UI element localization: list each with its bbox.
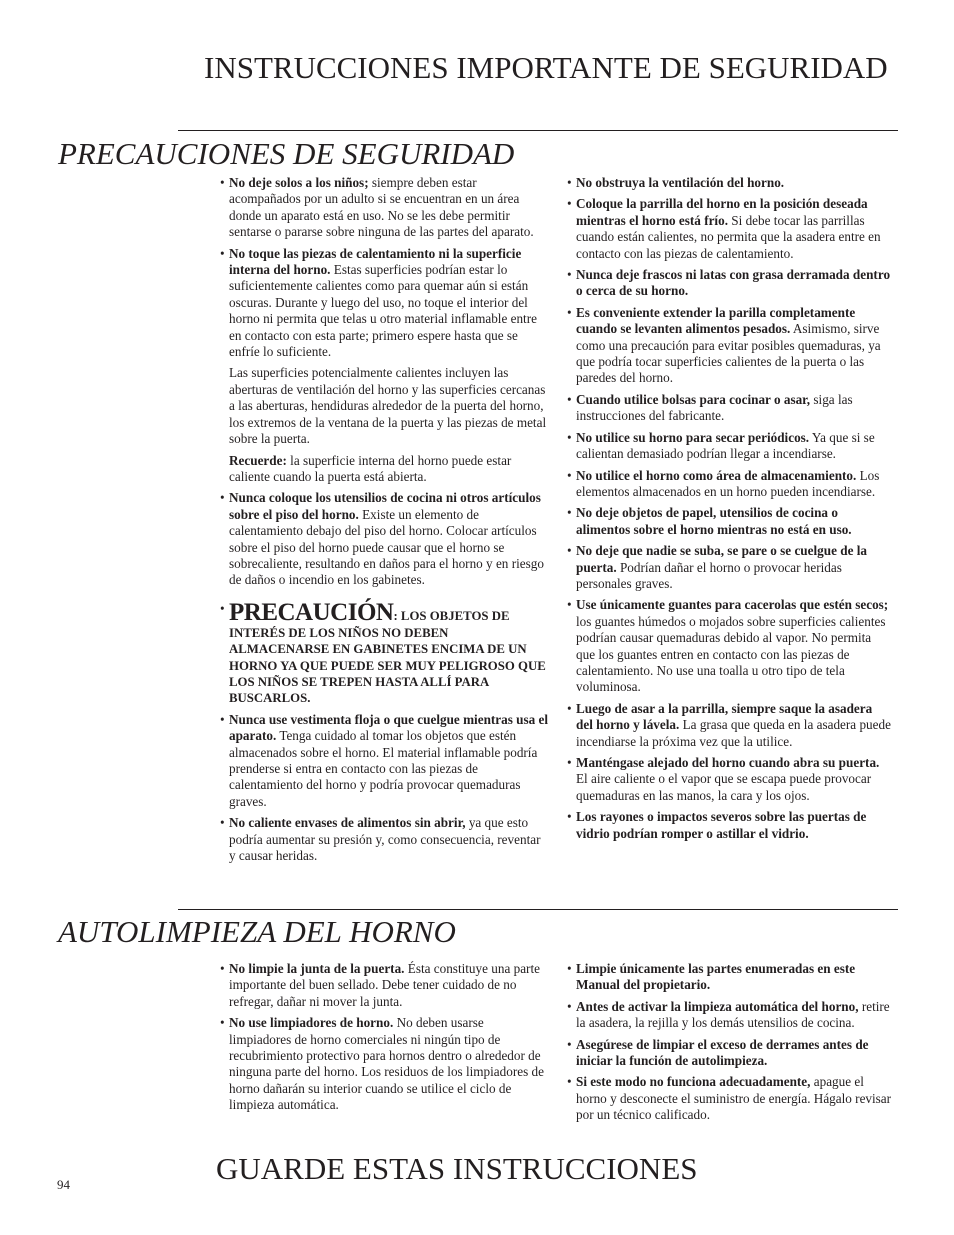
list-item: • Antes de activar la limpieza automática del horno, retire la asadera, la rejilla y los demás utensilios de cocina. [567,999,892,1032]
list-item: • No utilice el horno como área de almacenamiento. Los elementos almacenados en un horno pueden incendiarse. [567,468,892,501]
precautions-left-column [220,175,550,869]
list-item: • Coloque la parrilla del horno en la posición deseada mientras el horno está frío. Si debe tocar las parrillas cuando están calientes, no permita que la asadera entre en contacto con las piezas de calentamiento. [567,196,892,262]
selfclean-right-column [567,961,892,1129]
list-item: • No utilice su horno para secar periódicos. Ya que si se calientan demasiado podrían llegar a incendiarse. [567,430,892,463]
list-item: • Es conveniente extender la parilla completamente cuando se levanten alimentos pesados. Asimismo, sirve como una precaución para evitar posibles quemaduras, ya que podría tocar superficies calientes de la puerta o las paredes del horno. [567,305,892,387]
list-item: • No use limpiadores de horno. No deben usarse limpiadores de horno comerciales ni ningún tipo de recubrimiento protectivo para hornos dentro o alrededor de ninguna parte del horno. Los residuos de los limpiadores de horno dañarán su interior cuando se utilice el ciclo de limpieza automática. [220,1015,545,1113]
selfclean-left-column [220,961,545,1119]
list-item: • No toque las piezas de calentamiento ni la superficie interna del horno. Estas superficies podrían estar lo suficientemente calientes como para quemar aún si están oscuras. Durante y luego del uso, no toque el interior del horno ni permita que telas u otro material inflamable entre en contacto con esta parte; primero espere hasta que se enfríe lo suficiente. [220,246,550,361]
list-item: Las superficies potencialmente calientes incluyen las aberturas de ventilación del horno y las superficies cercanas a las aberturas, hendiduras alrededor de la puerta del horno, los extremos de la ventana de la puerta y las piezas de metal sobre la puerta. [229,365,547,447]
page-number: 94 [57,1177,70,1192]
section-title-selfclean: AUTOLIMPIEZA DEL HORNO [58,914,456,949]
list-item: • No deje objetos de papel, utensilios de cocina o alimentos sobre el horno mientras no está en uso. [567,505,892,538]
list-item: • Luego de asar a la parrilla, siempre saque la asadera del horno y lávela. La grasa que queda en la asadera puede incendiarse la próxima vez que la utilice. [567,701,892,750]
list-item: • Si este modo no funciona adecuadamente, apague el horno y desconecte el suministro de energía. Hágalo revisar por un técnico calificado. [567,1074,892,1123]
precautions-right-column [567,175,892,847]
list-item: • Cuando utilice bolsas para cocinar o asar, siga las instrucciones del fabricante. [567,392,892,425]
list-item: • Use únicamente guantes para cacerolas que estén secos; los guantes húmedos o mojados sobre superficies calientes podrían causar quemaduras debido al vapor. No permita que los guantes entren en contacto con las piezas de calentamiento. No use una toalla u otro tipo de tela voluminosa. [567,597,892,695]
list-item: • Limpie únicamente las partes enumeradas en este Manual del propietario. [567,961,892,994]
caution-block: • PRECAUCIÓN: LOS OBJETOS DE INTERÉS DE LOS NIÑOS NO DEBEN ALMACENARSE EN GABINETES ENCIMA DE UN HORNO YA QUE PUEDE SER MUY PELIGROSO QUE LOS NIÑOS SE TREPEN HASTA ALLÍ PARA BUSCARLOS. [220,601,550,707]
list-item: Recuerde: la superficie interna del horno puede estar caliente cuando la puerta está abierta. [229,452,512,484]
list-item: • No limpie la junta de la puerta. Ésta constituye una parte importante del buen sellado. Debe tener cuidado de no refregar, dañar ni mover la junta. [220,961,545,1010]
list-item: • No deje que nadie se suba, se pare o se cuelgue de la puerta. Podrían dañar el horno o provocar heridas personales graves. [567,543,892,592]
list-item: • Nunca use vestimenta floja o que cuelgue mientras usa el aparato. Tenga cuidado al tomar los objetos que estén almacenados sobre el horno. El material inflamable podría prenderse si entra en contacto con las piezas de calentamiento del horno y podría provocar quemaduras graves. [220,712,550,810]
list-item: • Nunca coloque los utensilios de cocina ni otros artículos sobre el piso del horno. Existe un elemento de calentamiento debajo del piso del horno. Colocar artículos sobre el piso del horno puede causar que el horno se sobrecaliente, resultando en daños para el horno y en riesgo de daños o incendio en los gabinetes. [220,490,550,588]
divider-middle [178,909,898,910]
list-item: • Los rayones o impactos severos sobre las puertas de vidrio podrían romper o astillar el vidrio. [567,809,892,842]
list-item: • Nunca deje frascos ni latas con grasa derramada dentro o cerca de su horno. [567,267,892,300]
list-item: • Manténgase alejado del horno cuando abra su puerta. El aire caliente o el vapor que se escapa puede provocar quemaduras en las manos, la cara y los ojos. [567,755,892,804]
page-title: INSTRUCCIONES IMPORTANTE DE SEGURIDAD [204,50,888,85]
list-item: • Asegúrese de limpiar el exceso de derrames antes de iniciar la función de autolimpieza. [567,1037,892,1070]
divider-top [178,130,898,131]
footer-title: GUARDE ESTAS INSTRUCCIONES [216,1151,698,1186]
section-title-precautions: PRECAUCIONES DE SEGURIDAD [58,136,515,171]
list-item: • No caliente envases de alimentos sin abrir, ya que esto podría aumentar su presión y, como consecuencia, reventar y causar heridas. [220,815,550,864]
list-item: • No obstruya la ventilación del horno. [567,175,892,191]
list-item: • No deje solos a los niños; siempre deben estar acompañados por un adulto si se encuentran en un área donde un aparato está en uso. No se les debe permitir sentarse o pararse sobre ninguna de las partes del aparato. [220,175,550,241]
